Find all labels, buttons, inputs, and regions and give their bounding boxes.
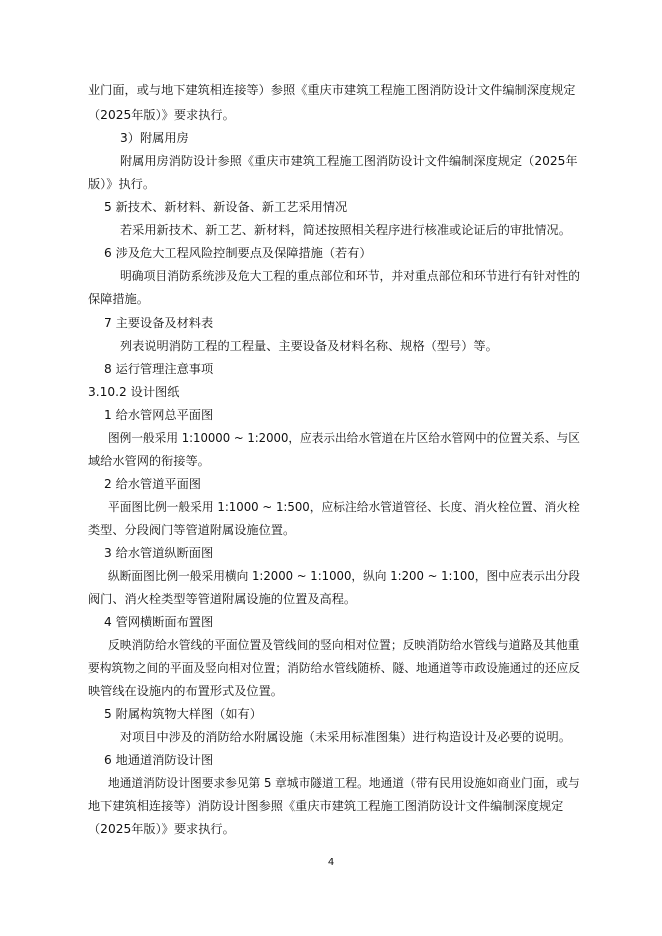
subheading: 3）附属用房 — [120, 131, 189, 145]
page-number: 4 — [327, 857, 335, 868]
paragraph-line: 附属用房消防设计参照《重庆市建筑工程施工图消防设计文件编制深度规定（2025年 — [120, 154, 578, 168]
paragraph-line: 列表说明消防工程的工程量、主要设备及材料名称、规格（型号）等。 — [120, 339, 498, 353]
subheading: 6 地通道消防设计图 — [104, 753, 214, 767]
section-heading: 3.10.2 设计图纸 — [88, 385, 180, 399]
paragraph-line: 地下建筑相连接等）消防设计图参照《重庆市建筑工程施工图消防设计文件编制深度规定 — [88, 799, 564, 813]
paragraph-line: 明确项目消防系统涉及危大工程的重点部位和环节，并对重点部位和环节进行有针对性的 — [120, 269, 581, 283]
paragraph-line: 平面图比例一般采用 1:1000 ~ 1:500，应标注给水管道管径、长度、消火栓位置、消火栓 — [108, 500, 580, 514]
subheading: 5 新技术、新材料、新设备、新工艺采用情况 — [104, 200, 348, 214]
subheading: 6 涉及危大工程风险控制要点及保障措施（若有） — [104, 246, 372, 260]
paragraph-line: 要构筑物之间的平面及竖向相对位置；消防给水管线随桥、隧、地通道等市政设施通过的还应反 — [88, 661, 580, 675]
paragraph-line: 反映消防给水管线的平面位置及管线间的竖向相对位置；反映消防给水管线与道路及其他重 — [108, 638, 580, 652]
paragraph-line: 若采用新技术、新工艺、新材料，简述按照相关程序进行核准或论证后的审批情况。 — [120, 223, 571, 237]
paragraph-line: 版）》执行。 — [88, 177, 156, 191]
subheading: 1 给水管网总平面图 — [104, 408, 214, 422]
subheading: 5 附属构筑物大样图（如有） — [104, 707, 262, 721]
paragraph-line: 类型、分段阀门等管道附属设施位置。 — [88, 523, 296, 537]
paragraph-line: 纵断面图比例一般采用横向 1:2000 ~ 1:1000，纵向 1:200 ~ 1:100，图中应表示出分段 — [108, 569, 580, 583]
paragraph-line: 对项目中涉及的消防给水附属设施（未采用标准图集）进行构造设计及必要的说明。 — [120, 730, 571, 744]
subheading: 7 主要设备及材料表 — [104, 316, 214, 330]
paragraph-line: 业门面，或与地下建筑相连接等）参照《重庆市建筑工程施工图消防设计文件编制深度规定 — [88, 83, 576, 97]
paragraph-line: 域给水管网的衔接等。 — [88, 454, 210, 468]
paragraph-line: 图例一般采用 1:10000 ~ 1:2000，应表示出给水管道在片区给水管网中的位置关系、与区 — [108, 431, 580, 445]
paragraph-line: （2025年版）》要求执行。 — [88, 822, 235, 836]
paragraph-line: （2025年版）》要求执行。 — [88, 108, 235, 122]
subheading: 8 运行管理注意事项 — [104, 362, 214, 376]
paragraph-line: 保障措施。 — [88, 292, 149, 306]
subheading: 2 给水管道平面图 — [104, 477, 201, 491]
paragraph-line: 地通道消防设计图要求参见第 5 章城市隧道工程。地通道（带有民用设施如商业门面，或与 — [108, 776, 580, 790]
paragraph-line: 映管线在设施内的布置形式及位置。 — [88, 684, 283, 698]
subheading: 3 给水管道纵断面图 — [104, 546, 214, 560]
paragraph-line: 阀门、消火栓类型等管道附属设施的位置及高程。 — [88, 592, 357, 606]
subheading: 4 管网横断面布置图 — [104, 615, 214, 629]
